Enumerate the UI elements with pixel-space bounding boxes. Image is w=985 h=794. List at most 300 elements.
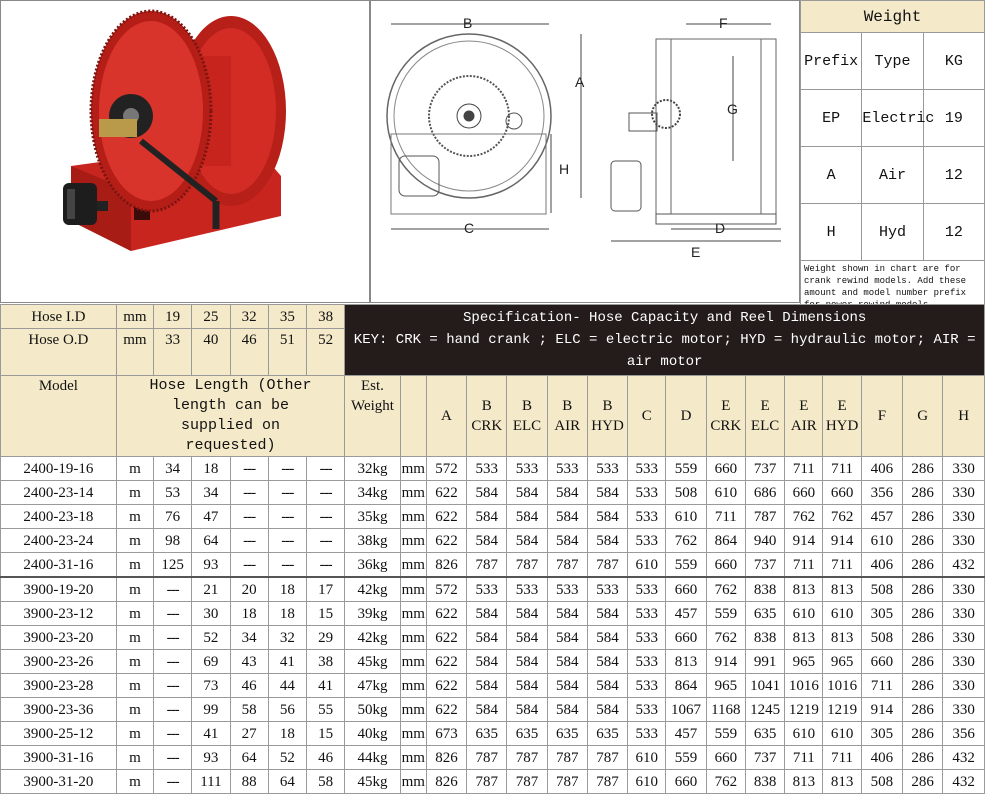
table-cell: 711 — [823, 553, 861, 578]
table-cell: 457 — [861, 505, 902, 529]
spec-rows — [1, 457, 985, 794]
table-cell: 787 — [467, 746, 507, 770]
table-cell: 406 — [861, 553, 902, 578]
hose-id-label: Hose I.D — [1, 305, 117, 329]
table-cell: 711 — [823, 746, 861, 770]
table-cell: 40kg — [345, 722, 400, 746]
table-cell: 432 — [943, 746, 985, 770]
table-cell: 584 — [507, 698, 547, 722]
weight-table — [800, 0, 985, 314]
table-cell: mm — [400, 746, 426, 770]
table-cell: 457 — [666, 602, 706, 626]
weight-title: Weight — [801, 1, 985, 33]
table-cell: 711 — [861, 674, 902, 698]
table-cell: 584 — [587, 698, 627, 722]
table-cell: 584 — [547, 698, 587, 722]
table-cell: 125 — [154, 553, 192, 578]
hose-od-value: 46 — [230, 329, 268, 376]
table-cell: 29 — [307, 626, 345, 650]
table-cell: --- — [154, 698, 192, 722]
table-cell: m — [116, 505, 153, 529]
svg-text:C: C — [464, 220, 475, 236]
table-cell: 44kg — [345, 746, 400, 770]
model-cell: 2400-23-24 — [1, 529, 117, 553]
model-cell: 3900-31-20 — [1, 770, 117, 794]
table-cell: 533 — [628, 505, 666, 529]
table-cell: 533 — [547, 457, 587, 481]
table-cell: 813 — [823, 626, 861, 650]
table-cell: 533 — [547, 577, 587, 602]
model-cell: 2400-31-16 — [1, 553, 117, 578]
table-cell: --- — [268, 481, 306, 505]
table-cell: 610 — [823, 602, 861, 626]
table-cell: 584 — [587, 481, 627, 505]
table-cell: 1219 — [823, 698, 861, 722]
table-cell: --- — [230, 457, 268, 481]
table-cell: mm — [400, 650, 426, 674]
table-cell: 610 — [628, 770, 666, 794]
table-cell: 584 — [507, 481, 547, 505]
table-cell: 572 — [426, 457, 466, 481]
svg-text:D: D — [715, 220, 726, 236]
table-cell: 711 — [823, 457, 861, 481]
table-cell: 737 — [745, 553, 784, 578]
dim-header-letter: E — [721, 398, 731, 414]
table-cell: 787 — [547, 770, 587, 794]
table-cell: 787 — [507, 746, 547, 770]
dim-header — [666, 376, 706, 457]
table-cell: 286 — [903, 505, 943, 529]
table-cell: 584 — [467, 505, 507, 529]
table-row — [1, 481, 985, 505]
table-cell: 64 — [268, 770, 306, 794]
table-cell: 1016 — [785, 674, 823, 698]
table-cell: 965 — [785, 650, 823, 674]
table-cell: --- — [230, 553, 268, 578]
table-cell: 787 — [547, 746, 587, 770]
weight-cell: A — [801, 147, 862, 204]
table-cell: --- — [154, 577, 192, 602]
table-cell: --- — [154, 722, 192, 746]
table-cell: 38 — [307, 650, 345, 674]
dim-header — [507, 376, 547, 457]
table-cell: 610 — [628, 746, 666, 770]
table-cell: 584 — [467, 626, 507, 650]
table-cell: 286 — [903, 674, 943, 698]
dim-header-letter: F — [877, 408, 887, 424]
table-cell: 584 — [547, 505, 587, 529]
table-cell: mm — [400, 577, 426, 602]
dim-header-variant: HYD — [825, 418, 859, 434]
spec-banner — [345, 305, 985, 376]
table-cell: 286 — [903, 529, 943, 553]
table-cell: 98 — [154, 529, 192, 553]
table-cell: 813 — [666, 650, 706, 674]
table-cell: 286 — [903, 698, 943, 722]
table-cell: 533 — [628, 602, 666, 626]
table-cell: 584 — [587, 529, 627, 553]
table-cell: 660 — [706, 553, 745, 578]
dim-header-variant: HYD — [591, 418, 624, 434]
svg-text:E: E — [691, 244, 701, 260]
model-cell: 2400-23-14 — [1, 481, 117, 505]
table-cell: 330 — [943, 626, 985, 650]
table-cell: mm — [400, 529, 426, 553]
table-cell: 73 — [192, 674, 230, 698]
table-cell: 1067 — [666, 698, 706, 722]
dim-header-letter: H — [958, 408, 970, 424]
table-cell: 826 — [426, 770, 466, 794]
table-cell: 635 — [587, 722, 627, 746]
table-cell: 622 — [426, 674, 466, 698]
table-cell: 559 — [666, 746, 706, 770]
table-cell: 533 — [507, 457, 547, 481]
table-cell: 813 — [823, 770, 861, 794]
table-cell: 660 — [785, 481, 823, 505]
table-cell: 45kg — [345, 650, 400, 674]
weight-cell: 12 — [923, 147, 984, 204]
table-cell: 432 — [943, 553, 985, 578]
table-cell: 711 — [706, 505, 745, 529]
table-cell: --- — [307, 529, 345, 553]
table-cell: 787 — [547, 553, 587, 578]
table-cell: 584 — [507, 650, 547, 674]
table-cell: 584 — [587, 505, 627, 529]
table-cell: 356 — [861, 481, 902, 505]
table-cell: 660 — [706, 746, 745, 770]
model-cell: 3900-23-36 — [1, 698, 117, 722]
table-cell: 622 — [426, 650, 466, 674]
table-cell: 610 — [785, 602, 823, 626]
table-cell: 18 — [230, 602, 268, 626]
table-cell: 584 — [547, 602, 587, 626]
table-cell: 559 — [706, 602, 745, 626]
table-cell: 64 — [230, 746, 268, 770]
table-cell: 572 — [426, 577, 466, 602]
dim-header-variant: CRK — [710, 418, 742, 434]
table-cell: 286 — [903, 481, 943, 505]
hose-od-label: Hose O.D — [1, 329, 117, 376]
dim-header-letter: B — [481, 398, 492, 414]
table-cell: 35kg — [345, 505, 400, 529]
table-cell: 38kg — [345, 529, 400, 553]
svg-text:G: G — [727, 101, 738, 117]
table-cell: 660 — [666, 770, 706, 794]
model-cell: 3900-23-20 — [1, 626, 117, 650]
table-cell: 762 — [706, 626, 745, 650]
table-cell: 1168 — [706, 698, 745, 722]
table-cell: m — [116, 481, 153, 505]
table-cell: 762 — [706, 577, 745, 602]
table-cell: 584 — [467, 481, 507, 505]
table-cell: 762 — [823, 505, 861, 529]
table-cell: m — [116, 674, 153, 698]
dim-header — [903, 376, 943, 457]
table-cell: 635 — [507, 722, 547, 746]
weight-cell: Air — [862, 147, 923, 204]
table-cell: 584 — [467, 650, 507, 674]
table-cell: 69 — [192, 650, 230, 674]
table-cell: 991 — [745, 650, 784, 674]
dim-header — [426, 376, 466, 457]
table-cell: 533 — [628, 698, 666, 722]
table-cell: 533 — [628, 626, 666, 650]
table-cell: 330 — [943, 602, 985, 626]
table-cell: 55 — [307, 698, 345, 722]
table-cell: mm — [400, 626, 426, 650]
table-cell: 93 — [192, 746, 230, 770]
table-cell: 47kg — [345, 674, 400, 698]
model-cell: 3900-31-16 — [1, 746, 117, 770]
table-cell: 17 — [307, 577, 345, 602]
dim-header-letter: G — [917, 408, 929, 424]
table-cell: 610 — [861, 529, 902, 553]
hose-id-value: 35 — [268, 305, 306, 329]
dim-header — [823, 376, 861, 457]
table-cell: 58 — [307, 770, 345, 794]
table-cell: 762 — [666, 529, 706, 553]
table-cell: 584 — [587, 602, 627, 626]
dim-header-letter: A — [441, 408, 452, 424]
dim-header-variant: ELC — [512, 418, 542, 434]
table-cell: m — [116, 529, 153, 553]
table-cell: 21 — [192, 577, 230, 602]
table-cell: --- — [230, 481, 268, 505]
product-photo — [0, 0, 370, 303]
table-cell: m — [116, 457, 153, 481]
table-cell: 635 — [745, 722, 784, 746]
table-cell: 46 — [230, 674, 268, 698]
table-cell: 1245 — [745, 698, 784, 722]
model-cell: 3900-25-12 — [1, 722, 117, 746]
table-cell: 622 — [426, 602, 466, 626]
table-cell: 1016 — [823, 674, 861, 698]
model-cell: 3900-23-28 — [1, 674, 117, 698]
table-cell: 864 — [706, 529, 745, 553]
hose-od-value: 51 — [268, 329, 306, 376]
table-cell: 330 — [943, 577, 985, 602]
dim-header-letter: E — [760, 398, 770, 414]
table-cell: --- — [154, 674, 192, 698]
model-header: Model — [1, 376, 117, 457]
table-cell: 635 — [467, 722, 507, 746]
table-cell: 41 — [307, 674, 345, 698]
weight-cell: EP — [801, 90, 862, 147]
table-cell: 508 — [861, 626, 902, 650]
table-cell: 406 — [861, 746, 902, 770]
table-cell: m — [116, 602, 153, 626]
table-cell: 584 — [587, 650, 627, 674]
table-cell: 737 — [745, 746, 784, 770]
table-cell: 286 — [903, 770, 943, 794]
table-row — [1, 553, 985, 578]
table-row — [1, 529, 985, 553]
table-cell: mm — [400, 698, 426, 722]
table-cell: mm — [400, 505, 426, 529]
table-row — [1, 722, 985, 746]
table-cell: 584 — [467, 674, 507, 698]
table-cell: 18 — [268, 602, 306, 626]
table-cell: --- — [307, 481, 345, 505]
dim-header-letter: D — [680, 408, 692, 424]
table-cell: 457 — [666, 722, 706, 746]
table-cell: 39kg — [345, 602, 400, 626]
table-cell: 635 — [745, 602, 784, 626]
table-cell: 787 — [507, 553, 547, 578]
table-cell: 286 — [903, 626, 943, 650]
table-cell: 18 — [268, 722, 306, 746]
dim-header — [861, 376, 902, 457]
table-cell: 34 — [154, 457, 192, 481]
table-cell: 34 — [230, 626, 268, 650]
dim-header-letter: E — [837, 398, 847, 414]
table-cell: 826 — [426, 553, 466, 578]
dim-header — [467, 376, 507, 457]
table-cell: 584 — [547, 674, 587, 698]
spec-title: Specification- Hose Capacity and Reel Dimensions — [463, 310, 867, 326]
table-cell: --- — [307, 505, 345, 529]
table-row — [1, 650, 985, 674]
table-cell: 330 — [943, 674, 985, 698]
table-cell: 1219 — [785, 698, 823, 722]
table-cell: 286 — [903, 746, 943, 770]
table-cell: 42kg — [345, 577, 400, 602]
table-cell: 56 — [268, 698, 306, 722]
table-cell: 30 — [192, 602, 230, 626]
table-cell: 533 — [628, 650, 666, 674]
table-cell: 42kg — [345, 626, 400, 650]
table-cell: --- — [307, 457, 345, 481]
table-row — [1, 505, 985, 529]
table-cell: mm — [400, 674, 426, 698]
weight-cell: Hyd — [862, 204, 923, 261]
table-cell: 34kg — [345, 481, 400, 505]
table-cell: 686 — [745, 481, 784, 505]
hose-od-value: 40 — [192, 329, 230, 376]
table-cell: 622 — [426, 481, 466, 505]
table-cell: 610 — [628, 553, 666, 578]
dim-header-letter: E — [799, 398, 809, 414]
model-cell: 3900-23-12 — [1, 602, 117, 626]
table-cell: 41 — [268, 650, 306, 674]
table-cell: 58 — [230, 698, 268, 722]
table-cell: 584 — [507, 505, 547, 529]
dim-header — [587, 376, 627, 457]
table-cell: 711 — [785, 746, 823, 770]
table-row — [1, 626, 985, 650]
table-cell: 533 — [628, 722, 666, 746]
table-cell: 286 — [903, 650, 943, 674]
table-cell: 584 — [547, 529, 587, 553]
table-cell: 622 — [426, 505, 466, 529]
table-cell: m — [116, 770, 153, 794]
table-cell: 584 — [507, 529, 547, 553]
table-cell: 432 — [943, 770, 985, 794]
table-cell: 32 — [268, 626, 306, 650]
hose-id-value: 32 — [230, 305, 268, 329]
weight-header: Type — [862, 33, 923, 90]
table-cell: 622 — [426, 529, 466, 553]
table-cell: m — [116, 746, 153, 770]
table-cell: 93 — [192, 553, 230, 578]
table-cell: 762 — [785, 505, 823, 529]
table-cell: --- — [268, 553, 306, 578]
dim-header-letter: B — [602, 398, 613, 414]
svg-text:H: H — [559, 161, 570, 177]
table-cell: 914 — [706, 650, 745, 674]
hose-id-value: 25 — [192, 305, 230, 329]
table-cell: 660 — [706, 457, 745, 481]
table-cell: 584 — [587, 626, 627, 650]
dim-header-letter: B — [522, 398, 533, 414]
table-cell: 787 — [745, 505, 784, 529]
hose-length-header: Hose Length (Other length can be supplied on requested) — [116, 376, 345, 457]
table-cell: 711 — [785, 457, 823, 481]
table-cell: 787 — [467, 553, 507, 578]
hose-unit: mm — [116, 305, 153, 329]
table-cell: --- — [154, 770, 192, 794]
table-cell: m — [116, 722, 153, 746]
table-cell: 64 — [192, 529, 230, 553]
table-cell: 286 — [903, 577, 943, 602]
table-cell: 610 — [706, 481, 745, 505]
table-cell: m — [116, 698, 153, 722]
table-cell: 787 — [507, 770, 547, 794]
table-cell: 286 — [903, 457, 943, 481]
table-cell: 330 — [943, 481, 985, 505]
table-cell: 286 — [903, 722, 943, 746]
table-cell: 330 — [943, 529, 985, 553]
table-cell: 533 — [507, 577, 547, 602]
table-cell: 43 — [230, 650, 268, 674]
table-cell: 533 — [628, 481, 666, 505]
table-cell: mm — [400, 481, 426, 505]
table-row — [1, 602, 985, 626]
table-cell: 559 — [666, 457, 706, 481]
table-cell: 787 — [587, 770, 627, 794]
table-cell: 813 — [823, 577, 861, 602]
dim-header — [547, 376, 587, 457]
dim-header — [943, 376, 985, 457]
hose-unit: mm — [116, 329, 153, 376]
table-cell: 838 — [745, 577, 784, 602]
hose-id-value: 38 — [307, 305, 345, 329]
table-cell: 330 — [943, 457, 985, 481]
table-cell: 50kg — [345, 698, 400, 722]
table-row — [1, 457, 985, 481]
table-cell: 53 — [154, 481, 192, 505]
table-cell: --- — [307, 553, 345, 578]
table-cell: 914 — [823, 529, 861, 553]
dim-header-variant: AIR — [554, 418, 581, 434]
table-cell: 559 — [666, 553, 706, 578]
table-cell: 622 — [426, 626, 466, 650]
table-cell: 533 — [467, 577, 507, 602]
table-cell: 584 — [507, 602, 547, 626]
table-cell: 965 — [706, 674, 745, 698]
table-cell: 965 — [823, 650, 861, 674]
table-cell: 111 — [192, 770, 230, 794]
svg-text:B: B — [463, 15, 473, 31]
dim-header-variant: ELC — [750, 418, 780, 434]
table-cell: 610 — [823, 722, 861, 746]
table-cell: 32kg — [345, 457, 400, 481]
table-cell: 508 — [666, 481, 706, 505]
svg-text:F: F — [719, 15, 728, 31]
table-cell: 15 — [307, 722, 345, 746]
spec-table — [0, 304, 985, 794]
table-cell: --- — [154, 650, 192, 674]
